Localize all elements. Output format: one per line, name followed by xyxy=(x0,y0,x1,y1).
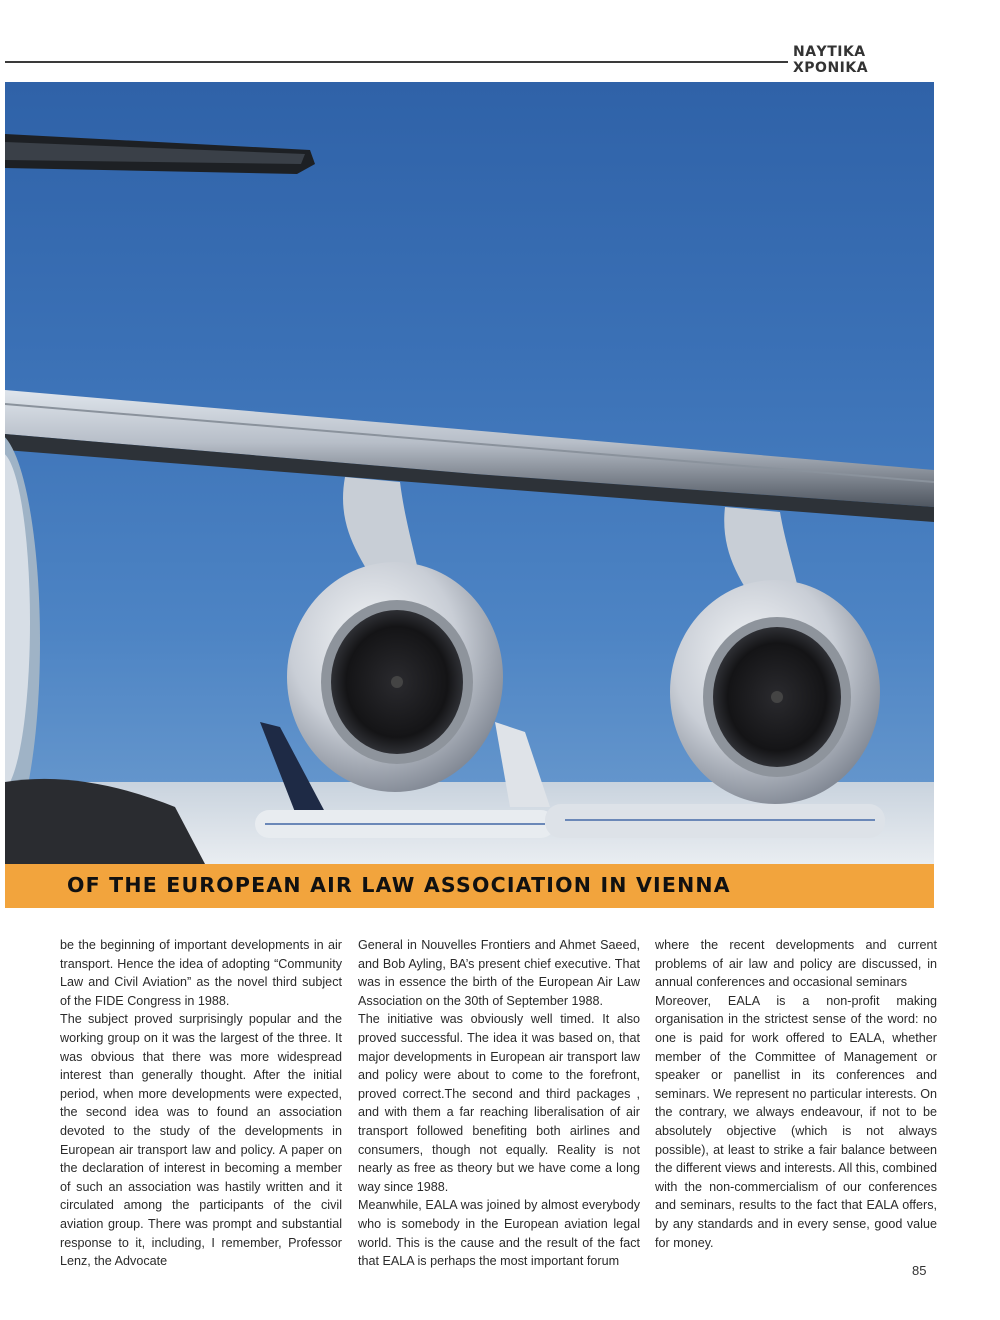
paragraph: where the recent developments and current problems of air law and policy are discussed, in annual conferences and occasional seminars xyxy=(655,938,937,990)
paragraph: General in Nouvelles Frontiers and Ahmet Saeed, and Bob Ayling, BA’s present chief executive. That was in essence the birth of the European Air Law Association on the 30th of September 1988. xyxy=(358,938,640,1008)
running-head: ΝΑΥΤΙΚΑ ΧΡΟΝΙΚΑ xyxy=(793,44,869,76)
paragraph: be the beginning of important developments in air transport. Hence the idea of adopting “Community Law and Civil Aviation” as the novel third subject of the FIDE Congress in 1988. xyxy=(60,938,342,1008)
paragraph: The initiative was obviously well timed. It also proved successful. The idea it was based on, that major developments in European air transport law and policy were about to come to the forefront, proved correct.The second and third packages , and with them a far reaching liberalisation of air transport followed benefiting both airlines and consumers, though not equally. Reality is not nearly as free as theory but we have come a long way since 1988. xyxy=(358,1012,640,1194)
article-title: OF THE EUROPEAN AIR LAW ASSOCIATION IN VIENNA xyxy=(67,873,731,897)
header-rule xyxy=(5,61,788,63)
page-number: 85 xyxy=(912,1263,927,1278)
jet-engines-illustration xyxy=(5,82,934,864)
text-column-1 xyxy=(60,936,342,1271)
paragraph: The subject proved surprisingly popular and the working group on it was the largest of the three. It was obvious that there was more widespread interest than generally thought. After the initial period, when more developments were expected, the second idea was to found an association devoted to the study of the developments in European air transport law and policy. A paper on the declaration of interest in becoming a member of such an association was hastily written and it circulated among the participants of the civil aviation group. There was prompt and substantial response to it, including, I remember, Professor Lenz, the Advocate xyxy=(60,1012,342,1269)
title-banner xyxy=(5,864,934,908)
text-column-3 xyxy=(655,936,937,1252)
aircraft-photo xyxy=(5,82,934,864)
paragraph: Moreover, EALA is a non-profit making organisation in the strictest sense of the word: no one is paid for work offered to EALA, whether member of the Committee of Management or speaker or panellist in its conferences and seminars. We represent no particular interests. On the contrary, we always endeavour, if not to be absolutely objective (which is not always possible), at least to strike a fair balance between the different views and interests. All this, combined with the non-commercialism of our conferences and seminars, results to the fact that EALA offers, by any standards and in every sense, good value for money. xyxy=(655,993,937,1250)
text-column-2 xyxy=(358,936,640,1271)
paragraph: Meanwhile, EALA was joined by almost everybody who is somebody in the European aviation legal world. This is the cause and the result of the fact that EALA is perhaps the most important forum xyxy=(358,1198,640,1269)
